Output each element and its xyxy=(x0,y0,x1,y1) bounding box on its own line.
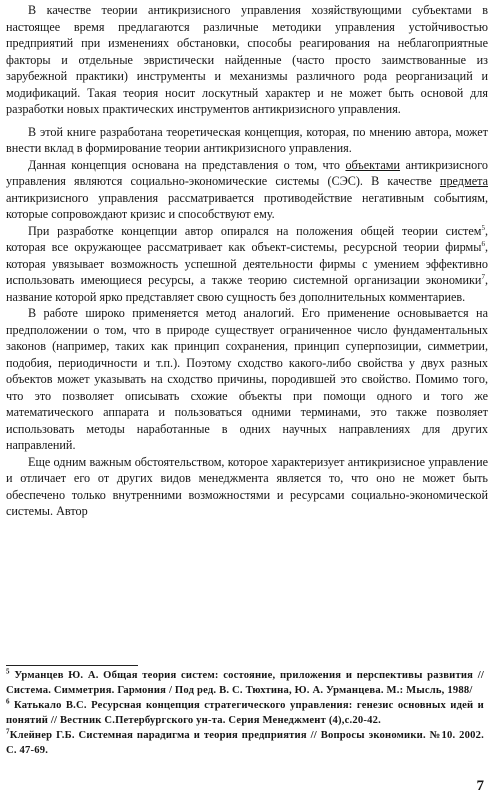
paragraph-3 xyxy=(6,157,488,223)
paragraph-1 xyxy=(6,2,488,118)
footnote-7-text: Клейнер Г.Б. Системная парадигма и теория предприятия // Вопросы экономики. №10. 2002. С. 47-69. xyxy=(6,730,484,756)
paragraph-1-text: В качестве теории антикризисного управления хозяйствующими субъектами в настоящее время предлагаются различные методики управления устойчивостью предприятий при изменениях обстановки, способы реагирования на неблагоприятные факторы и отдельные эвристически найденные (часто просто заимствованные из зарубежной практики) инструменты и механизмы различного рода реорганизаций и модификаций. Такая теория носит лоскутный характер и не может быть основой для разработки новых практических инструментов антикризисного управления. xyxy=(6,3,488,116)
footnote-5 xyxy=(6,668,484,698)
paragraph-5 xyxy=(6,305,488,454)
term-subject: предмета xyxy=(439,174,488,188)
paragraph-4-text-b: , которая все окружающее рассматривает как объект-системы, ресурсной теории фирмы xyxy=(6,223,488,254)
footnote-5-text: Урманцев Ю. А. Общая теория систем: состояние, приложения и перспективы развития // Система. Симметрия. Гармония / Под ред. В. С. Тюхтина, Ю. А. Урманцева. М.: Мысль, 1988/ xyxy=(6,670,484,696)
footnote-6-text: Катькало В.С. Ресурсная концепция стратегического управления: генезис основных идей и понятий // Вестник С.Петербургского ун-та. Серия Менеджмент (4),с.20-42. xyxy=(6,700,484,726)
footnote-6 xyxy=(6,698,484,728)
paragraph-3-text-c: антикризисного управления рассматривается противодействие негативным событиям, которые сопровождают кризис и способствуют ему. xyxy=(6,190,488,221)
paragraph-2-text: В этой книге разработана теоретическая концепция, которая, по мнению автора, может внести вклад в формирование теории антикризисного управления. xyxy=(6,124,488,155)
paragraph-6 xyxy=(6,454,488,520)
footnote-ref-6[interactable]: 6 xyxy=(481,239,485,248)
footnote-7-mark: 7 xyxy=(6,727,10,736)
term-objects: объектами xyxy=(345,157,401,172)
footnotes xyxy=(6,668,484,758)
footnote-6-mark: 6 xyxy=(6,697,10,706)
paragraph-6-text: Еще одним важным обстоятельством, которое характеризует антикризисное управление и отличает его от других видов менеджмента является то, что оно не может быть обеспечено только внутренними возможностями и ресурсами социально-экономической системы. Автор xyxy=(6,454,488,518)
footnote-5-mark: 5 xyxy=(6,667,10,676)
footnote-ref-7[interactable]: 7 xyxy=(481,272,485,281)
paragraph-3-text-b: антикризисного управления являются социально-экономические системы (СЭС). В качестве xyxy=(6,157,488,188)
footnote-7 xyxy=(6,728,484,758)
footnote-divider xyxy=(6,665,138,666)
paragraph-5-text: В работе широко применяется метод аналогий. Его применение основывается на предположении о том, что в природе существует ограниченное число фундаментальных законов (например, таких как принцип сохранения, принцип суперпозиции, симметрии, подобия, периодичности и т.п.). Поэтому сходство какого-либо свойства у двух разных объектов может указывать на сходство причины, породившей это свойство. Помимо того, что это позволяет описывать схожие объекты при помощи одного и того же математического аппарата и пользоваться одними терминами, это также позволяет использовать методы наработанные в одних научных направлениях для других направлений. xyxy=(6,306,488,452)
paragraph-4-text-d: , название которой ярко представляет свою сущность без дополнительных комментариев. xyxy=(6,273,488,304)
paragraph-4 xyxy=(6,223,488,306)
paragraph-4-text-a: При разработке концепции автор опирался на положения общей теории систем xyxy=(28,223,482,238)
main-text xyxy=(6,2,488,520)
footnote-ref-5[interactable]: 5 xyxy=(481,223,485,232)
paragraph-4-text-c: , которая увязывает возможность успешной деятельности фирмы с умением эффективно использовать имеющиеся ресурсы, а также теорию системной организации экономики xyxy=(6,240,488,287)
paragraph-3-text-a: Данная концепция основана на представления о том, что xyxy=(28,157,346,172)
page-number: 7 xyxy=(476,778,484,794)
paragraph-2 xyxy=(6,124,488,157)
